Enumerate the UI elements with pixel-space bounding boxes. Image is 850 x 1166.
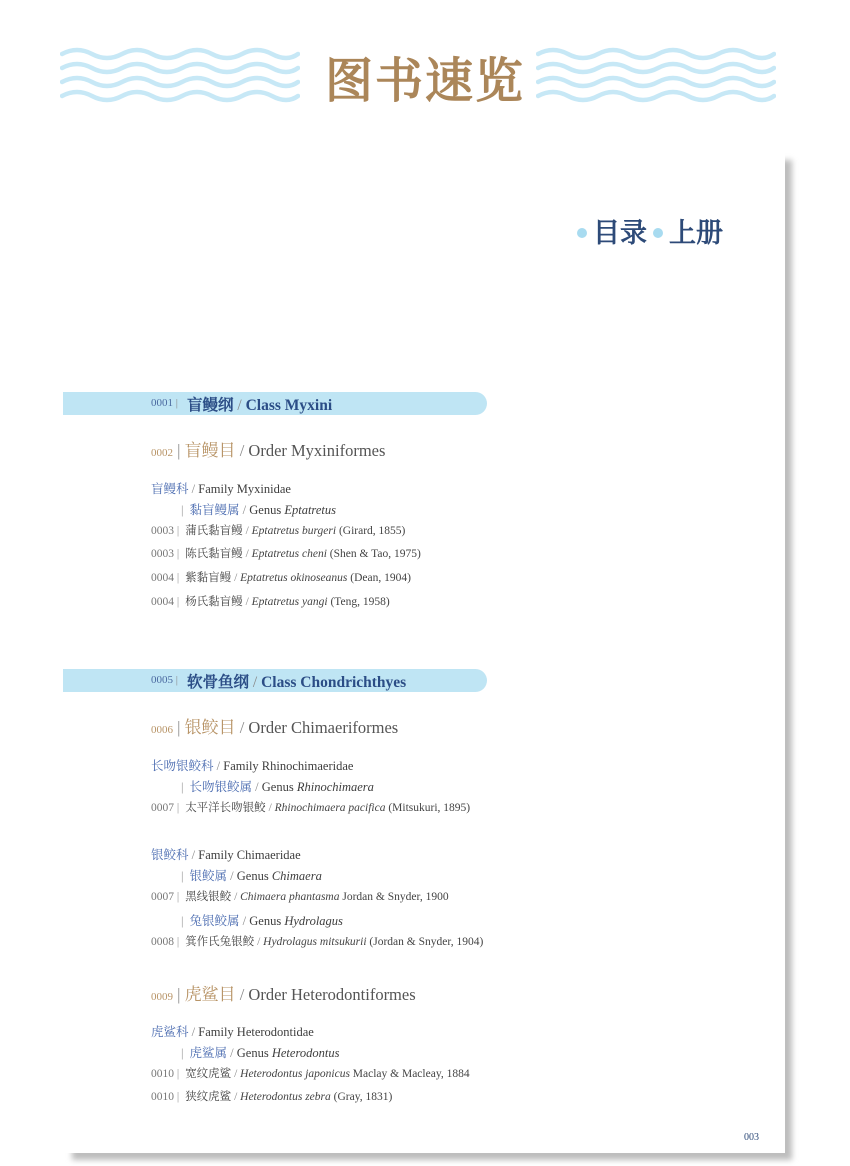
species-entry[interactable]: 0004 | 紫黏盲鳗 / Eptatretus okinoseanus (Dean, 1904) [151,572,411,584]
genus-entry[interactable]: | 黏盲鳗属 / Genus Eptatretus [181,503,336,517]
toc-title-contents: 目录 [593,218,647,249]
order-entry-chimaeriformes[interactable]: 0006 | 银鲛目 / Order Chimaeriformes [151,718,399,737]
species-entry[interactable]: 0007 | 太平洋长吻银鲛 / Rhinochimaera pacifica (Mitsukuri, 1895) [151,802,471,814]
class-title: 软骨鱼纲 / Class Chondrichthyes [187,674,407,691]
banner-title: 图书速览 [324,53,525,109]
family-entry[interactable]: 盲鳗科 / Family Myxinidae [151,482,291,496]
class-title: 盲鳗纲 / Class Myxini [187,397,333,414]
species-entry[interactable]: 0010 | 宽纹虎鲨 / Heterodontus japonicus Maclay & Macleay, 1884 [151,1068,470,1080]
banner [0,0,850,140]
class-number: 0005 | [151,674,178,686]
bullet-dot [653,228,663,238]
genus-entry[interactable]: | 虎鲨属 / Genus Heterodontus [181,1046,340,1060]
order-entry-myxiniformes[interactable]: 0002 | 盲鳗目 / Order Myxiniformes [151,441,386,460]
genus-entry[interactable]: | 银鲛属 / Genus Chimaera [181,869,322,883]
species-entry[interactable]: 0010 | 狭纹虎鲨 / Heterodontus zebra (Gray, 1831) [151,1091,393,1103]
family-entry[interactable]: 长吻银鲛科 / Family Rhinochimaeridae [151,759,354,773]
species-entry[interactable]: 0003 | 陈氏黏盲鳗 / Eptatretus cheni (Shen & Tao, 1975) [151,548,421,560]
toc-title-volume: 上册 [669,218,723,249]
species-entry[interactable]: 0008 | 箕作氏兔银鲛 / Hydrolagus mitsukurii (Jordan & Snyder, 1904) [151,936,484,948]
genus-entry[interactable]: | 长吻银鲛属 / Genus Rhinochimaera [181,780,374,794]
species-entry[interactable]: 0007 | 黑线银鲛 / Chimaera phantasma Jordan & Snyder, 1900 [151,891,449,903]
page-number: 003 [744,1132,759,1143]
class-number: 0001 | [151,397,178,409]
class-heading-myxini[interactable] [63,392,487,415]
genus-entry[interactable]: | 兔银鲛属 / Genus Hydrolagus [181,914,343,928]
species-entry[interactable]: 0003 | 蒲氏黏盲鳗 / Eptatretus burgeri (Girard, 1855) [151,525,406,537]
book-page [63,153,785,1153]
family-entry[interactable]: 银鲛科 / Family Chimaeridae [151,848,301,862]
species-entry[interactable]: 0004 | 杨氏黏盲鳗 / Eptatretus yangi (Teng, 1958) [151,596,390,608]
bullet-dot [577,228,587,238]
toc-title [571,211,723,250]
family-entry[interactable]: 虎鲨科 / Family Heterodontidae [151,1025,314,1039]
class-heading-chondrichthyes[interactable] [63,669,487,692]
order-entry-heterodontiformes[interactable]: 0009 | 虎鲨目 / Order Heterodontiformes [151,985,416,1004]
